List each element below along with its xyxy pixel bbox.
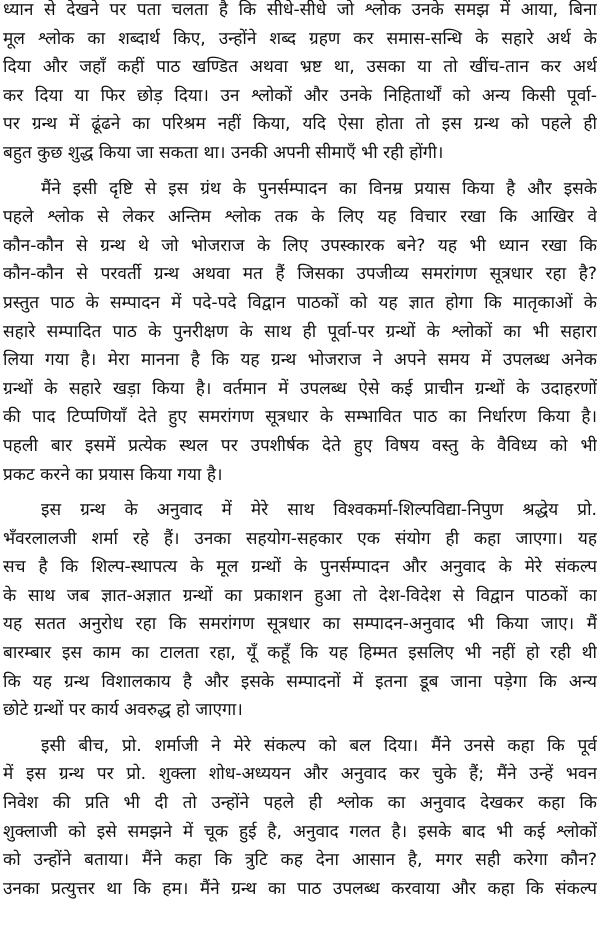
text-line: निवेश की प्रति भी दी तो उन्होंने पहले ही श्लोक का अनुवाद देखकर कहा कि [3, 793, 597, 814]
text-line: भँवरलालजी शर्मा रहे हैं। उनका सहयोग-सहकार एक संयोग ही कहा जाएगा। यह [3, 528, 597, 549]
text-line: लिया गया है। मेरा मानना है कि यह ग्रन्थ भोजराज ने अपने समय में उपलब्ध अनेक [3, 350, 597, 371]
text-line: पहली बार इसमें प्रत्येक स्थल पर उपशीर्षक देते हुए विषय वस्तु के वैविध्य को भी [3, 435, 597, 456]
text-line: ग्रन्थों के सहारे खड़ा किया है। वर्तमान में उपलब्ध ऐसे कई प्राचीन ग्रन्थों के उदाहरणों [3, 378, 597, 399]
text-line: सहारे सम्पादित पाठ के पुनरीक्षण के साथ ही पूर्वा-पर ग्रन्थों के श्लोकों का भी सहारा [3, 321, 597, 342]
text-line: कौन-कौन से परवर्ती ग्रन्थ अथवा मत हैं जिसका उपजीव्य समरांगण सूत्रधार रहा है? [3, 264, 597, 285]
text-line: कर दिया या फिर छोड़ दिया। उन श्लोकों और उनके निहितार्थों को अन्य किसी पूर्वा- [3, 85, 597, 106]
text-line: के साथ जब ज्ञात-अज्ञात ग्रन्थों का प्रकाशन हुआ तो देश-विदेश से विद्वान पाठकों का [3, 585, 597, 606]
text-line: उनका प्रत्युत्तर था कि हम। मैंने ग्रन्थ का पाठ उपलब्ध करवाया और कहा कि संकल्प [3, 878, 597, 899]
text-line: शुक्लाजी को इसे समझने में चूक हुई है, अनुवाद गलत है। इसके बाद भी कई श्लोकों [3, 821, 597, 842]
text-line: को उन्होंने बताया। मैंने कहा कि त्रुटि कह देना आसान है, मगर सही करेगा कौन? [3, 850, 597, 871]
text-line: ध्यान से देखने पर पता चलता है कि सीधे-सीधे जो श्लोक उनके समझ में आया, बिना [3, 0, 597, 20]
paragraph-4 [3, 732, 597, 904]
text-line: दिया और जहाँ कहीं पाठ खण्डित अथवा भ्रष्ट था, उसका या तो खींच-तान कर अर्थ [3, 57, 597, 78]
text-line: बारम्बार इस काम का टालता रहा, यूँ कहूँ कि यह हिम्मत इसलिए भी नहीं हो रही थी [3, 643, 597, 664]
text-line: पहले श्लोक से लेकर अन्तिम श्लोक तक के लिए यह विचार रखा कि आखिर वे [3, 207, 597, 228]
text-line: सच है कि शिल्प-स्थापत्य के मूल ग्रन्थों के पुनर्सम्पादन और अनुवाद के मेरे संकल्प [3, 557, 597, 578]
text-line: मूल श्लोक का शब्दार्थ किए, उन्होंने शब्द ग्रहण कर समास-सन्धि के सहारे अर्थ के [3, 28, 597, 49]
text-line: में इस ग्रन्थ पर प्रो. शुक्ला शोध-अध्ययन और अनुवाद कर चुके हैं; मैंने उन्हें भवन [3, 764, 597, 785]
text-line: छोटे ग्रन्थों पर कार्य अवरुद्ध हो जाएगा। [3, 700, 243, 721]
text-line: पर ग्रन्थ में ढूंढने का परिश्रम नहीं किया, यदि ऐसा होता तो इस ग्रन्थ को पहले ही [3, 114, 597, 135]
text-line: बहुत कुछ शुद्ध किया जा सकता था। उनकी अपनी सीमाएँ भी रही होंगी। [3, 142, 444, 163]
text-line: यह सतत अनुरोध रहा कि समरांगण सूत्रधार का सम्पादन-अनुवाद भी किया जाए। मैं [3, 614, 597, 635]
text-line: कौन-कौन से ग्रन्थ थे जो भोजराज के लिए उपस्कारक बने? यह भी ध्यान रखा कि [3, 235, 597, 256]
text-line: इस ग्रन्थ के अनुवाद में मेरे साथ विश्वकर्मा-शिल्पविद्या-निपुण श्रद्धेय प्रो. [41, 500, 597, 521]
text-line: कि यह ग्रन्थ विशालकाय है और इसके सम्पादनों में इतना डूब जाना पड़ेगा कि अन्य [3, 671, 597, 692]
text-line: प्रस्तुत पाठ के सम्पादन में पदे-पदे विद्वान पाठकों को यह ज्ञात होगा कि मातृकाओं के [3, 292, 597, 313]
paragraph-1 [3, 0, 597, 168]
paragraph-3 [3, 496, 597, 725]
text-line: की पाद टिप्पणियाँ देते हुए समरांगण सूत्रधार के सम्भावित पाठ का निर्धारण किया है। [3, 407, 597, 428]
text-line: मैंने इसी दृष्टि से इस ग्रंथ के पुनर्सम्पादन का विनम्र प्रयास किया है और इसके [41, 178, 597, 199]
document-page [3, 0, 597, 952]
text-line: इसी बीच, प्रो. शर्माजी ने मेरे संकल्प को बल दिया। मैंने उनसे कहा कि पूर्व [41, 735, 597, 756]
text-line: प्रकट करने का प्रयास किया गया है। [3, 464, 223, 485]
paragraph-2 [3, 175, 597, 490]
